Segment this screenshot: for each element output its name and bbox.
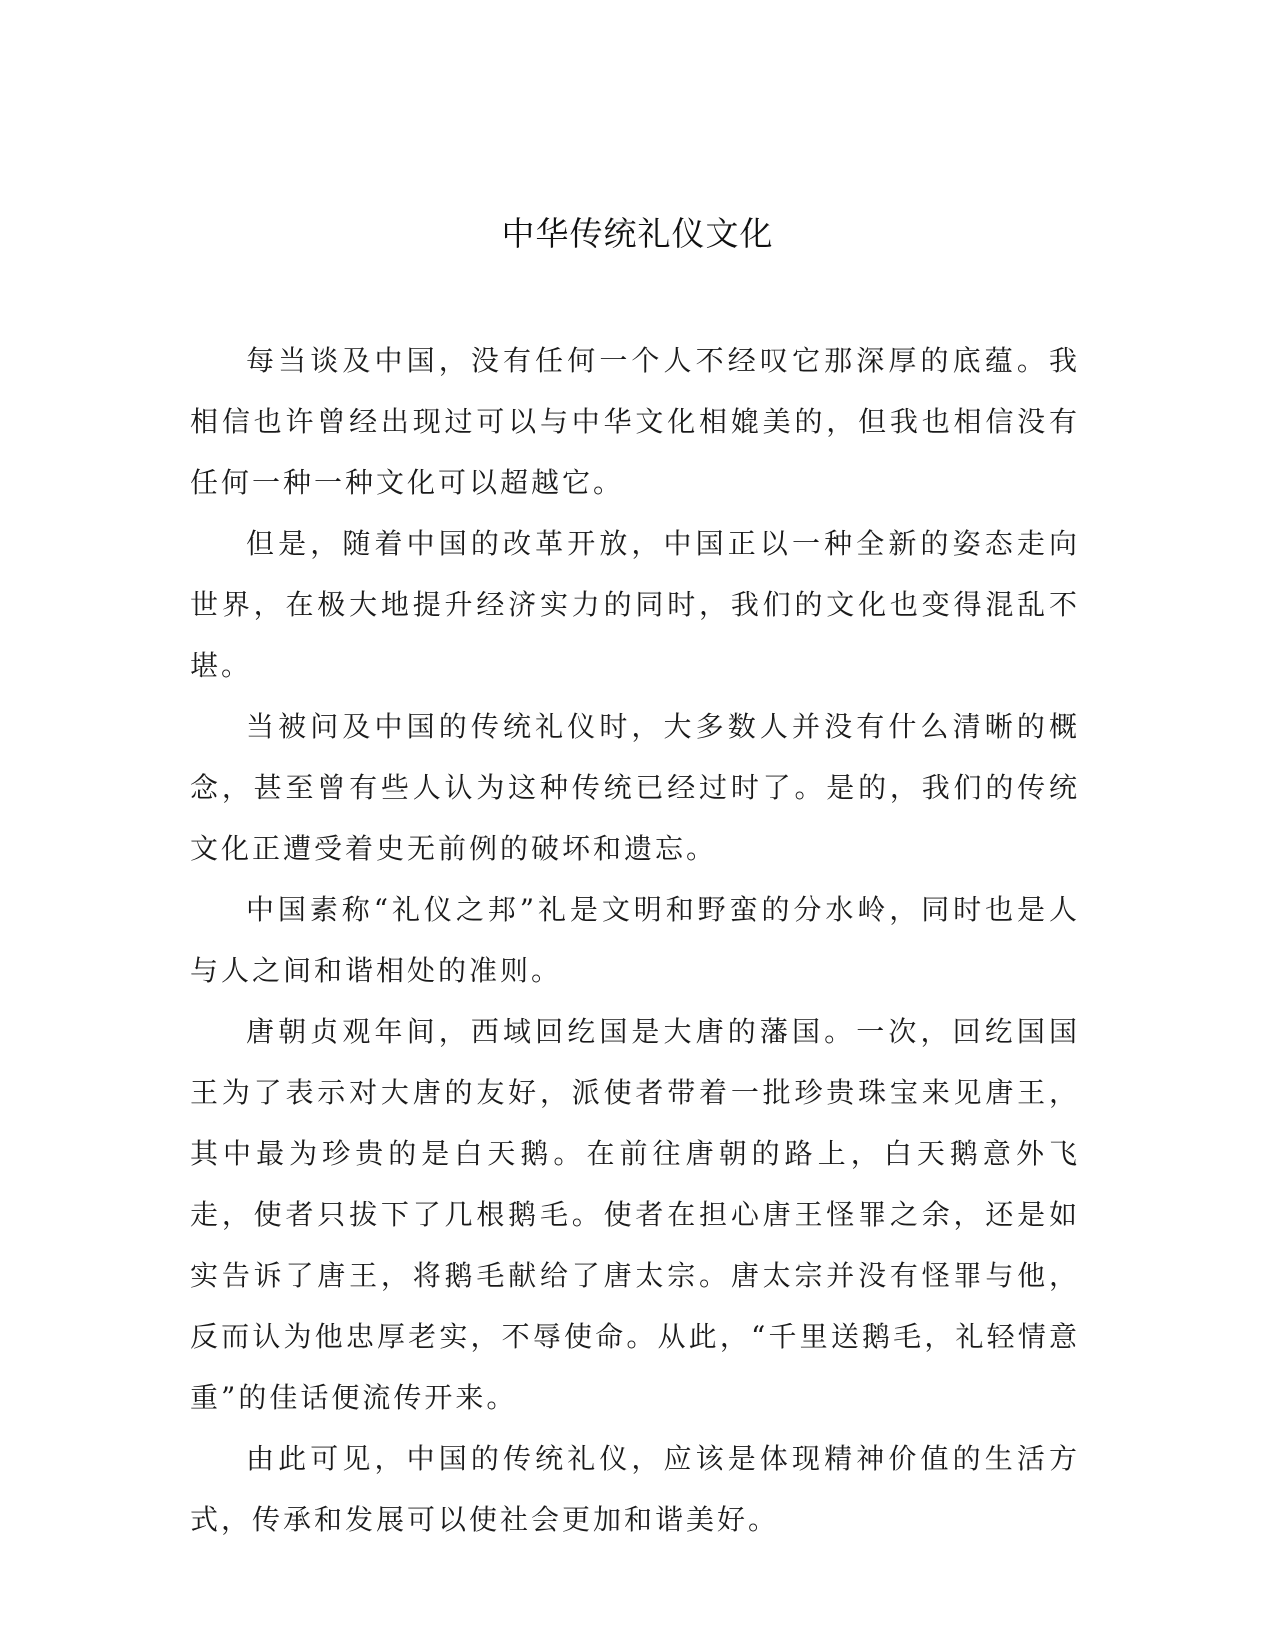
paragraph-intro: 每当谈及中国，没有任何一个人不经叹它那深厚的底蕴。我相信也许曾经出现过可以与中华文化相媲美的，但我也相信没有任何一种一种文化可以超越它。 — [190, 344, 1080, 499]
paragraph-reform: 但是，随着中国的改革开放，中国正以一种全新的姿态走向世界，在极大地提升经济实力的同时，我们的文化也变得混乱不堪。 — [190, 527, 1080, 682]
paragraph-conclusion: 由此可见，中国的传统礼仪，应该是体现精神价值的生活方式，传承和发展可以使社会更加和谐美好。 — [190, 1442, 1080, 1536]
paragraph-etiquette-question: 当被问及中国的传统礼仪时，大多数人并没有什么清晰的概念，甚至曾有些人认为这种传统已经过时了。是的，我们的传统文化正遭受着史无前例的破坏和遗忘。 — [190, 710, 1080, 865]
document-body — [190, 330, 1080, 1550]
paragraph-swan-feather-story: 唐朝贞观年间，西域回纥国是大唐的藩国。一次，回纥国国王为了表示对大唐的友好，派使者带着一批珍贵珠宝来见唐王，其中最为珍贵的是白天鹅。在前往唐朝的路上，白天鹅意外飞走，使者只拔下了几根鹅毛。使者在担心唐王怪罪之余，还是如实告诉了唐王，将鹅毛献给了唐太宗。唐太宗并没有怪罪与他，反而认为他忠厚老实，不辱使命。从此，“千里送鹅毛，礼轻情意重”的佳话便流传开来。 — [190, 1015, 1080, 1414]
paragraph-land-of-etiquette: 中国素称“礼仪之邦”礼是文明和野蛮的分水岭，同时也是人与人之间和谐相处的准则。 — [190, 893, 1080, 987]
document-title: 中华传统礼仪文化 — [501, 214, 774, 253]
